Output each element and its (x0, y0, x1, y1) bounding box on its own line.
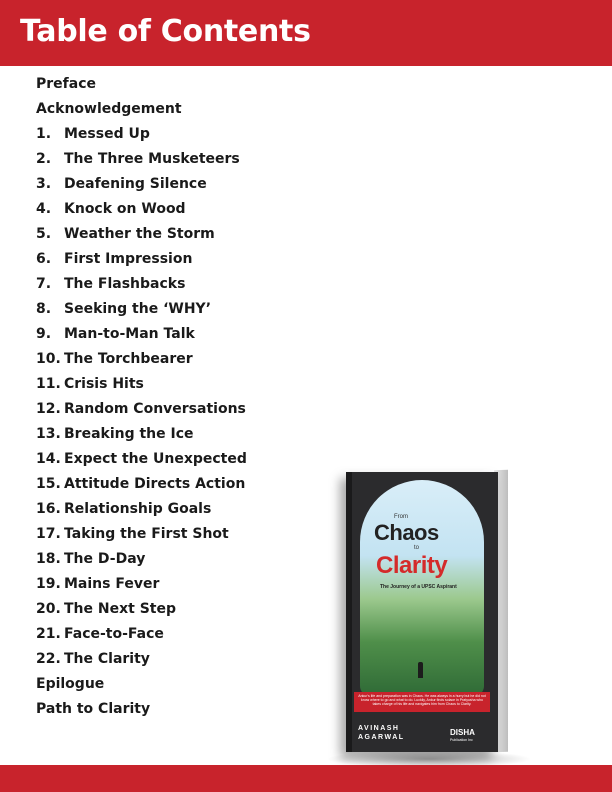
chapter-title: Crisis Hits (64, 376, 144, 392)
chapter-number: 1. (36, 126, 52, 142)
chapter-title: The Three Musketeers (64, 151, 240, 167)
chapter-number: 15. (36, 476, 61, 492)
chapter-number: 6. (36, 251, 52, 267)
toc-chapter[interactable] (36, 622, 247, 647)
chapter-number: 14. (36, 451, 61, 467)
toc-chapter[interactable] (36, 297, 247, 322)
toc-chapter[interactable] (36, 572, 247, 597)
chapter-title: Knock on Wood (64, 201, 186, 217)
toc-item-epilogue[interactable] (36, 672, 247, 697)
publisher-subtitle: Publication Inc (450, 738, 473, 742)
chapter-number: 16. (36, 501, 61, 517)
toc-chapter[interactable] (36, 122, 247, 147)
toc-item-title: Path to Clarity (36, 701, 151, 717)
toc-chapter[interactable] (36, 422, 247, 447)
cover-subtitle: The Journey of a UPSC Aspirant (380, 584, 457, 590)
chapter-title: Mains Fever (64, 576, 160, 592)
chapter-title: Relationship Goals (64, 501, 212, 517)
cover-clarity-text: Clarity (376, 552, 448, 579)
chapter-title: The Torchbearer (64, 351, 193, 367)
chapter-number: 11. (36, 376, 61, 392)
cover-author (358, 724, 405, 742)
header-bar (0, 0, 612, 66)
author-first-name: AVINASH (358, 725, 400, 732)
toc-item-title: Epilogue (36, 676, 105, 692)
publisher-logo: DISHA (450, 728, 475, 737)
chapter-number: 12. (36, 401, 61, 417)
toc-item-title: Preface (36, 76, 96, 92)
toc-chapter[interactable] (36, 397, 247, 422)
cover-chaos-text: Chaos (374, 520, 439, 545)
toc-chapter[interactable] (36, 272, 247, 297)
toc-chapter[interactable] (36, 647, 247, 672)
chapter-number: 8. (36, 301, 52, 317)
author-last-name: AGARWAL (358, 734, 405, 741)
chapter-number: 17. (36, 526, 61, 542)
toc-chapter[interactable] (36, 347, 247, 372)
toc-chapter[interactable] (36, 147, 247, 172)
chapter-number: 20. (36, 601, 61, 617)
toc-item-path-to-clarity[interactable] (36, 697, 247, 722)
toc-chapter[interactable] (36, 497, 247, 522)
toc-chapter[interactable] (36, 372, 247, 397)
chapter-number: 3. (36, 176, 52, 192)
toc-chapter[interactable] (36, 197, 247, 222)
cover-blurb: Ankur's life and preparation was in Chaos. He was always in a hurry but he did not know where to go and what to do. Luckily, Ankur finds solace in Pratyusha who takes charge of his life and navigates him from Chaos to Clarity. (358, 694, 486, 706)
toc-item-title: Acknowledgement (36, 101, 182, 117)
page-title: Table of Contents (20, 14, 311, 49)
chapter-title: The Next Step (64, 601, 176, 617)
table-of-contents (36, 72, 247, 722)
toc-chapter[interactable] (36, 547, 247, 572)
toc-item-acknowledgement[interactable] (36, 97, 247, 122)
chapter-title: Attitude Directs Action (64, 476, 246, 492)
chapter-title: The Clarity (64, 651, 150, 667)
chapter-title: Man-to-Man Talk (64, 326, 195, 342)
chapter-title: First Impression (64, 251, 193, 267)
toc-chapter[interactable] (36, 222, 247, 247)
chapter-title: Seeking the ‘WHY’ (64, 301, 212, 317)
chapter-number: 21. (36, 626, 61, 642)
chapter-number: 13. (36, 426, 61, 442)
chapter-number: 7. (36, 276, 52, 292)
toc-chapter[interactable] (36, 472, 247, 497)
toc-chapter[interactable] (36, 447, 247, 472)
book-cover-image (322, 464, 532, 769)
toc-chapter[interactable] (36, 597, 247, 622)
chapter-number: 10. (36, 351, 61, 367)
chapter-title: Deafening Silence (64, 176, 207, 192)
chapter-number: 19. (36, 576, 61, 592)
cover-from-text: From (394, 514, 408, 520)
cover-to-text: to (414, 545, 420, 551)
chapter-number: 4. (36, 201, 52, 217)
chapter-number: 22. (36, 651, 61, 667)
chapter-number: 18. (36, 551, 61, 567)
book-spine (346, 472, 352, 752)
chapter-title: Expect the Unexpected (64, 451, 247, 467)
chapter-title: The D-Day (64, 551, 146, 567)
footer-bar (0, 765, 612, 792)
chapter-title: Taking the First Shot (64, 526, 229, 542)
chapter-title: The Flashbacks (64, 276, 186, 292)
cover-person-silhouette (418, 662, 423, 678)
chapter-number: 5. (36, 226, 52, 242)
toc-chapter[interactable] (36, 247, 247, 272)
chapter-number: 9. (36, 326, 52, 342)
chapter-title: Messed Up (64, 126, 150, 142)
chapter-title: Weather the Storm (64, 226, 215, 242)
chapter-title: Face-to-Face (64, 626, 164, 642)
toc-chapter[interactable] (36, 522, 247, 547)
toc-chapter[interactable] (36, 172, 247, 197)
chapter-number: 2. (36, 151, 52, 167)
chapter-title: Breaking the Ice (64, 426, 194, 442)
toc-item-preface[interactable] (36, 72, 247, 97)
toc-chapter[interactable] (36, 322, 247, 347)
book-front-cover (346, 472, 498, 752)
chapter-title: Random Conversations (64, 401, 246, 417)
